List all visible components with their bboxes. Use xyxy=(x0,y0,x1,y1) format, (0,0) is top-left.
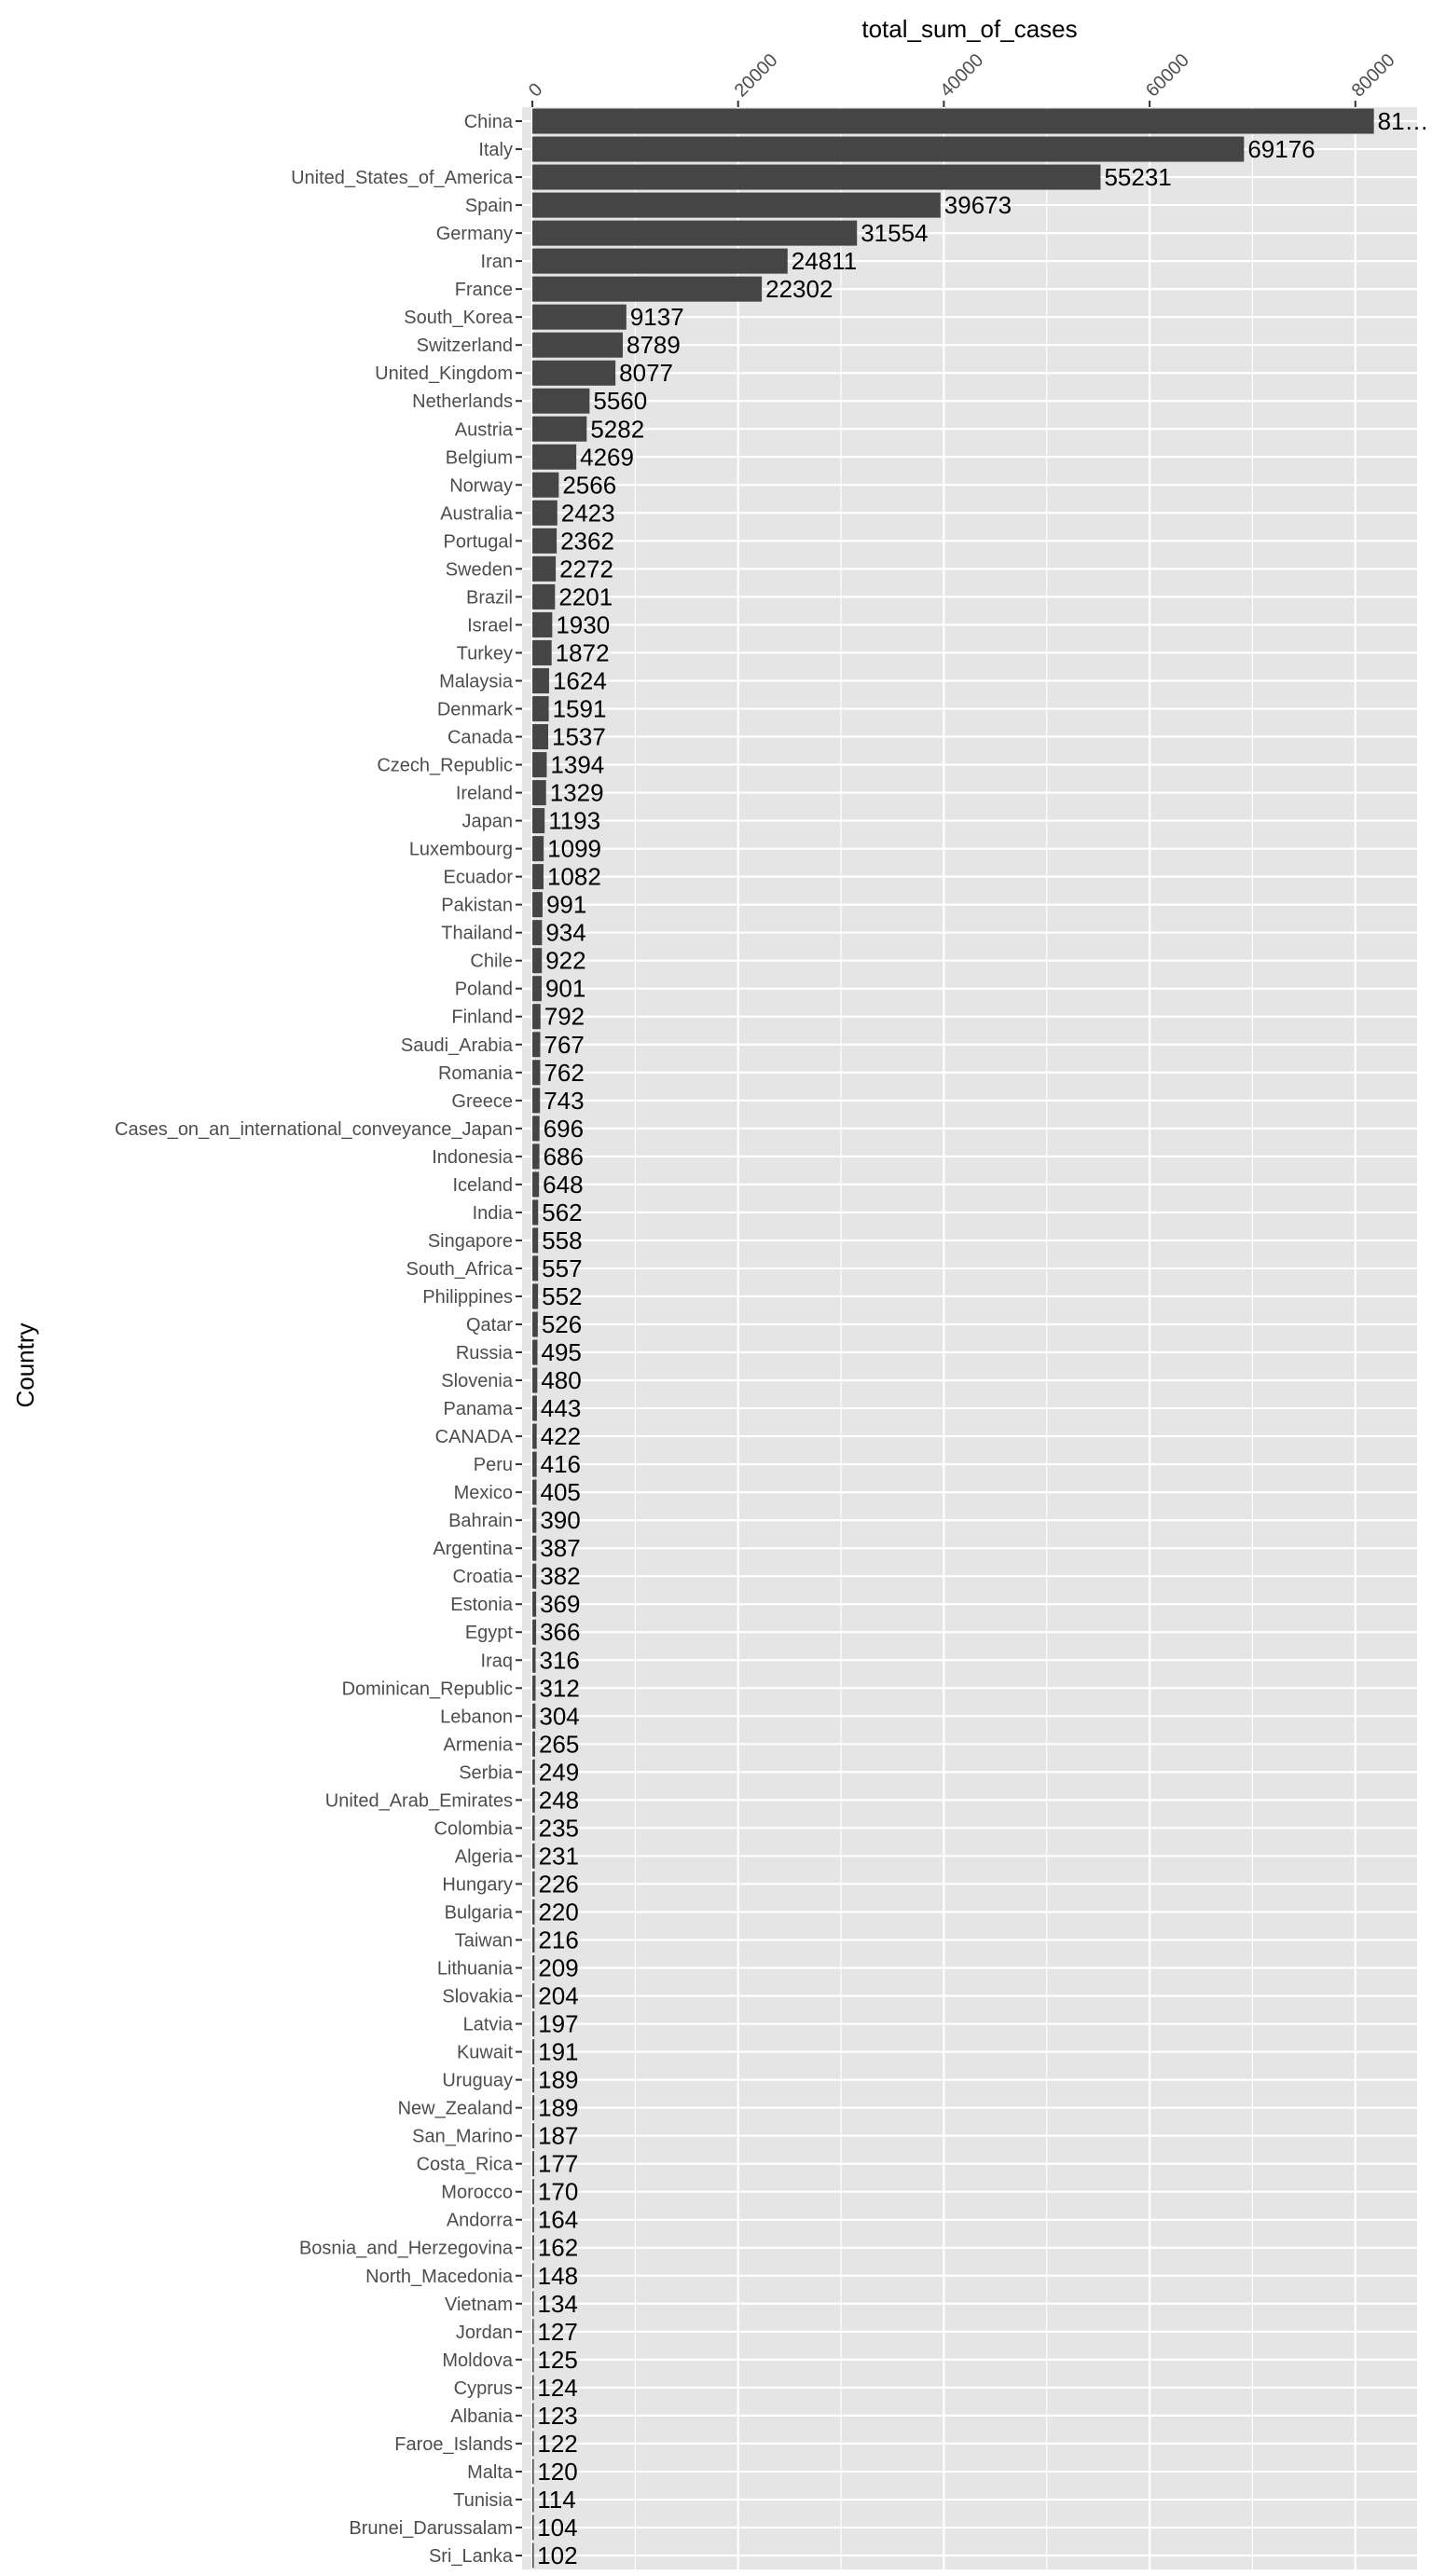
bar-andorra xyxy=(532,2207,534,2232)
y-tick-label: Poland xyxy=(454,979,513,1000)
bar-algeria xyxy=(532,1843,535,1869)
y-tick-label: Netherlands xyxy=(412,391,513,413)
data-label: 226 xyxy=(538,1870,579,1898)
bar-south_africa xyxy=(532,1255,538,1281)
bar-greece xyxy=(532,1088,540,1113)
y-tick-label: Czech_Republic xyxy=(377,755,513,776)
y-tick-label: Estonia xyxy=(450,1595,513,1616)
data-label: 422 xyxy=(540,1422,582,1451)
y-tick-label: Croatia xyxy=(452,1567,513,1588)
bar-norway xyxy=(532,473,558,498)
bar-singapore xyxy=(532,1227,538,1253)
y-tick-label: Belgium xyxy=(445,447,513,469)
data-label: 187 xyxy=(538,2121,579,2150)
data-label: 1394 xyxy=(550,750,605,779)
y-tick-label: Taiwan xyxy=(454,1930,513,1952)
y-tick-label: Brunei_Darussalam xyxy=(349,2517,513,2539)
bar-jordan xyxy=(532,2319,534,2344)
data-label: 9137 xyxy=(629,303,684,332)
data-label: 104 xyxy=(537,2513,578,2542)
data-label: 120 xyxy=(537,2457,578,2486)
data-label: 69176 xyxy=(1247,135,1315,164)
data-label: 24811 xyxy=(791,247,858,276)
data-label: 762 xyxy=(544,1058,585,1087)
y-tick-label: South_Korea xyxy=(404,308,513,329)
y-tick-label: Switzerland xyxy=(416,336,513,357)
bar-san_marino xyxy=(532,2123,534,2148)
y-tick-label: Malta xyxy=(467,2461,513,2483)
bar-australia xyxy=(532,500,558,526)
bar-kuwait xyxy=(532,2039,534,2064)
bar-pakistan xyxy=(532,892,543,917)
bar-iran xyxy=(532,249,788,274)
data-label: 686 xyxy=(543,1142,584,1171)
data-label: 1591 xyxy=(552,694,607,723)
bar-finland xyxy=(532,1004,541,1029)
bar-iceland xyxy=(532,1172,539,1197)
y-tick-label: Albania xyxy=(450,2405,513,2427)
y-tick-label: Singapore xyxy=(427,1230,513,1252)
data-label: 1193 xyxy=(548,806,601,835)
y-tick-label: Peru xyxy=(473,1455,513,1476)
y-tick-label: United_Arab_Emirates xyxy=(324,1790,513,1812)
data-label: 231 xyxy=(538,1842,579,1870)
y-tick-label: Lebanon xyxy=(440,1706,513,1728)
y-tick-label: Malaysia xyxy=(439,671,513,692)
y-tick-label: Saudi_Arabia xyxy=(400,1035,513,1056)
bar-latvia xyxy=(532,2011,534,2036)
bar-portugal xyxy=(532,528,557,554)
bar-serbia xyxy=(532,1760,535,1785)
y-tick-label: Jordan xyxy=(455,2322,513,2343)
data-label: 405 xyxy=(540,1478,581,1507)
bar-estonia xyxy=(532,1592,536,1617)
bar-united_states_of_america xyxy=(532,165,1100,190)
bar-bosnia_and_herzegovina xyxy=(532,2235,534,2260)
y-tick-label: Germany xyxy=(435,224,513,245)
y-tick-label: Latvia xyxy=(462,2014,513,2035)
data-label: 2272 xyxy=(559,555,613,583)
data-label: 189 xyxy=(538,2093,579,2122)
bar-switzerland xyxy=(532,333,623,358)
bar-colombia xyxy=(532,1816,535,1841)
data-label: 8789 xyxy=(626,331,681,360)
data-label: 123 xyxy=(537,2401,578,2430)
data-label: 148 xyxy=(537,2261,579,2290)
y-tick-label: Morocco xyxy=(441,2182,513,2203)
y-tick-label: Cyprus xyxy=(453,2377,513,2399)
bar-brazil xyxy=(532,584,555,610)
bar-saudi_arabia xyxy=(532,1032,540,1057)
y-tick-label: Portugal xyxy=(443,531,513,553)
data-label: 177 xyxy=(537,2149,579,2178)
bar-sri_lanka xyxy=(532,2542,534,2568)
y-tick-label: Spain xyxy=(464,196,513,217)
data-label: 248 xyxy=(538,1786,580,1815)
data-label: 5560 xyxy=(593,387,648,416)
y-tick-label: Brazil xyxy=(465,587,513,609)
data-label: 369 xyxy=(540,1590,581,1619)
bar-austria xyxy=(532,417,586,442)
y-tick-label: Luxembourg xyxy=(408,839,513,860)
data-label: 125 xyxy=(537,2345,578,2374)
data-label: 416 xyxy=(540,1450,582,1479)
bar-hungary xyxy=(532,1871,534,1897)
bar-philippines xyxy=(532,1283,538,1309)
bar-india xyxy=(532,1199,538,1225)
data-label: 1329 xyxy=(549,778,604,807)
y-tick-label: Russia xyxy=(455,1343,513,1364)
y-tick-label: France xyxy=(454,280,513,301)
data-label: 443 xyxy=(540,1394,582,1423)
y-tick-label: Lithuania xyxy=(436,1958,513,1980)
y-tick-label: Philippines xyxy=(422,1286,513,1308)
bar-czech_republic xyxy=(532,752,546,777)
y-tick-label: Egypt xyxy=(464,1623,513,1644)
bar-france xyxy=(532,277,762,302)
data-label: 1082 xyxy=(546,862,601,891)
bar-uruguay xyxy=(532,2067,534,2092)
bar-moldova xyxy=(532,2347,534,2372)
y-tick-label: Cases_on_an_international_conveyance_Japan xyxy=(115,1118,513,1140)
bar-thailand xyxy=(532,920,542,945)
bar-peru xyxy=(532,1452,537,1477)
bar-egypt xyxy=(532,1620,536,1645)
bar-faroe_islands xyxy=(532,2431,534,2456)
y-tick-label: Indonesia xyxy=(432,1146,513,1168)
bar-dominican_republic xyxy=(532,1676,535,1701)
plot-panel xyxy=(522,107,1417,2569)
data-label: 495 xyxy=(541,1338,582,1367)
data-label: 122 xyxy=(537,2429,578,2458)
bar-iraq xyxy=(532,1648,535,1673)
bar-taiwan xyxy=(532,1927,534,1953)
bar-united_arab_emirates xyxy=(532,1788,535,1813)
bar-belgium xyxy=(532,445,576,470)
data-label: 209 xyxy=(538,1953,579,1982)
data-label: 934 xyxy=(545,918,586,947)
data-label: 22302 xyxy=(765,275,833,304)
y-tick-label: Colombia xyxy=(434,1818,513,1840)
data-label: 124 xyxy=(537,2373,578,2402)
bar-new_zealand xyxy=(532,2095,534,2120)
data-label: 31554 xyxy=(861,219,929,248)
y-tick-label: Chile xyxy=(470,951,513,972)
data-label: 81… xyxy=(1377,107,1429,136)
bar-russia xyxy=(532,1340,537,1365)
data-label: 220 xyxy=(538,1898,579,1926)
data-label: 114 xyxy=(537,2485,576,2514)
data-label: 8077 xyxy=(619,359,674,388)
bar-cases_on_an_international_conveyance_japan xyxy=(532,1116,540,1141)
data-label: 480 xyxy=(541,1366,582,1395)
y-tick-label: Serbia xyxy=(459,1762,513,1784)
y-tick-label: Slovakia xyxy=(442,1986,513,2007)
y-tick-label: Bulgaria xyxy=(444,1902,513,1924)
data-label: 743 xyxy=(544,1086,585,1115)
data-label: 2362 xyxy=(560,527,614,555)
y-tick-label: Algeria xyxy=(454,1846,513,1868)
data-label: 557 xyxy=(542,1254,583,1282)
y-tick-label: Andorra xyxy=(446,2210,513,2231)
y-tick-label: Turkey xyxy=(456,643,513,665)
data-label: 5282 xyxy=(590,415,645,444)
y-tick-label: San_Marino xyxy=(412,2126,513,2147)
data-label: 164 xyxy=(537,2205,579,2234)
data-label: 696 xyxy=(543,1114,585,1143)
data-label: 901 xyxy=(544,974,586,1003)
data-label: 265 xyxy=(538,1730,580,1759)
y-tick-label: Iceland xyxy=(452,1174,513,1196)
y-tick-label: Pakistan xyxy=(441,895,513,916)
data-label: 316 xyxy=(539,1646,580,1675)
y-tick-label: Slovenia xyxy=(441,1371,513,1392)
y-tick-label: Australia xyxy=(440,503,513,525)
y-tick-label: Hungary xyxy=(442,1874,513,1896)
bar-albania xyxy=(532,2403,534,2428)
bar-netherlands xyxy=(532,389,589,414)
data-label: 249 xyxy=(538,1758,580,1787)
data-label: 39673 xyxy=(943,191,1012,220)
data-label: 1099 xyxy=(547,834,602,863)
data-label: 2201 xyxy=(558,582,613,611)
y-tick-label: Italy xyxy=(478,140,513,161)
bar-turkey xyxy=(532,640,552,665)
bar-qatar xyxy=(532,1311,538,1336)
y-tick-label: Argentina xyxy=(433,1539,513,1560)
y-tick-label: Armenia xyxy=(443,1734,513,1756)
y-tick-label: CANADA xyxy=(434,1427,513,1448)
bar-chile xyxy=(532,948,542,973)
x-axis-title: total_sum_of_cases xyxy=(861,15,1078,43)
bar-italy xyxy=(532,137,1244,162)
y-tick-label: Romania xyxy=(437,1062,513,1084)
y-tick-label: Tunisia xyxy=(453,2489,513,2511)
bar-vietnam xyxy=(532,2291,534,2316)
bar-lebanon xyxy=(532,1704,535,1729)
y-tick-label: United_States_of_America xyxy=(291,168,513,189)
y-tick-label: Panama xyxy=(443,1399,513,1420)
bar-slovenia xyxy=(532,1368,537,1393)
data-label: 552 xyxy=(542,1281,583,1310)
bar-canada xyxy=(532,1424,537,1449)
bar-denmark xyxy=(532,696,549,721)
data-label: 562 xyxy=(542,1198,583,1226)
bar-germany xyxy=(532,221,857,246)
data-label: 1930 xyxy=(556,610,611,639)
bar-mexico xyxy=(532,1480,536,1505)
data-label: 1624 xyxy=(552,666,607,695)
data-label: 558 xyxy=(542,1226,583,1254)
bar-spain xyxy=(532,193,941,218)
y-tick-label: Moldova xyxy=(442,2350,513,2371)
data-label: 235 xyxy=(538,1814,580,1843)
y-tick-label: South_Africa xyxy=(406,1258,513,1280)
x-axis xyxy=(525,50,1399,107)
x-tick-label: 40000 xyxy=(936,49,988,102)
data-label: 767 xyxy=(544,1030,585,1059)
data-label: 204 xyxy=(538,1981,579,2010)
data-label: 216 xyxy=(538,1925,579,1954)
bar-malta xyxy=(532,2459,534,2484)
data-label: 648 xyxy=(543,1170,584,1199)
bar-armenia xyxy=(532,1732,535,1757)
data-label: 304 xyxy=(539,1702,580,1731)
y-tick-label: Uruguay xyxy=(442,2070,513,2091)
y-tick-label: Sweden xyxy=(445,559,513,581)
data-label: 991 xyxy=(545,890,587,919)
bar-cyprus xyxy=(532,2375,534,2400)
bar-slovakia xyxy=(532,1983,534,2008)
y-axis xyxy=(115,112,522,2567)
bar-israel xyxy=(532,612,552,637)
bar-malaysia xyxy=(532,668,549,693)
y-tick-label: Bosnia_and_Herzegovina xyxy=(298,2238,513,2259)
y-tick-label: Bahrain xyxy=(448,1511,513,1532)
data-label: 2423 xyxy=(560,499,615,528)
y-tick-label: Ecuador xyxy=(443,867,513,888)
bar-china xyxy=(532,109,1374,134)
x-tick-label: 0 xyxy=(525,79,547,102)
data-label: 387 xyxy=(540,1534,581,1563)
bar-brunei_darussalam xyxy=(532,2514,534,2540)
bar-croatia xyxy=(532,1564,536,1589)
y-tick-label: China xyxy=(463,112,513,133)
data-label: 390 xyxy=(540,1506,581,1535)
data-label: 792 xyxy=(544,1002,585,1031)
y-tick-label: Greece xyxy=(451,1090,513,1112)
bar-costa_rica xyxy=(532,2151,534,2176)
bar-united_kingdom xyxy=(532,361,615,386)
y-tick-label: Norway xyxy=(449,475,513,497)
x-tick-label: 60000 xyxy=(1142,49,1193,102)
y-tick-label: Mexico xyxy=(453,1483,513,1504)
bar-bahrain xyxy=(532,1508,536,1533)
bar-romania xyxy=(532,1060,540,1085)
y-tick-label: Sri_Lanka xyxy=(428,2545,513,2567)
y-tick-label: Kuwait xyxy=(456,2042,513,2063)
bar-north_macedonia xyxy=(532,2263,534,2288)
y-tick-label: United_Kingdom xyxy=(375,363,513,385)
bar-luxembourg xyxy=(532,836,544,861)
y-tick-label: Iraq xyxy=(480,1651,513,1672)
bar-tunisia xyxy=(532,2487,534,2512)
y-tick-label: Israel xyxy=(467,615,513,637)
data-label: 382 xyxy=(540,1562,581,1591)
data-label: 134 xyxy=(537,2289,578,2318)
y-tick-label: Vietnam xyxy=(444,2294,513,2315)
data-label: 170 xyxy=(537,2177,579,2206)
data-label: 55231 xyxy=(1104,163,1172,192)
y-tick-label: Iran xyxy=(480,252,513,273)
data-label: 127 xyxy=(537,2317,578,2346)
bar-japan xyxy=(532,808,544,833)
data-label: 312 xyxy=(539,1674,580,1703)
bar-morocco xyxy=(532,2179,534,2204)
bar-poland xyxy=(532,976,542,1001)
y-tick-label: Canada xyxy=(447,727,513,748)
y-tick-label: Austria xyxy=(454,419,513,441)
data-label: 1537 xyxy=(551,722,606,751)
y-tick-label: Dominican_Republic xyxy=(341,1679,513,1700)
data-label: 4269 xyxy=(580,443,634,472)
data-label: 922 xyxy=(545,946,586,975)
x-tick-label: 80000 xyxy=(1347,49,1399,102)
data-label: 102 xyxy=(537,2541,578,2569)
x-tick-label: 20000 xyxy=(730,49,782,102)
y-tick-label: Faroe_Islands xyxy=(394,2433,513,2455)
y-tick-label: Qatar xyxy=(465,1314,513,1336)
bar-south_korea xyxy=(532,305,626,330)
bar-argentina xyxy=(532,1536,536,1561)
y-tick-label: India xyxy=(472,1202,513,1224)
bar-ireland xyxy=(532,780,546,805)
y-tick-label: Finland xyxy=(451,1007,513,1028)
data-label: 526 xyxy=(541,1309,583,1338)
data-label: 366 xyxy=(540,1618,581,1647)
y-tick-label: Denmark xyxy=(436,699,513,720)
y-tick-label: New_Zealand xyxy=(397,2098,513,2119)
bar-sweden xyxy=(532,556,556,582)
data-label: 191 xyxy=(538,2037,579,2066)
y-axis-title: Country xyxy=(11,1322,39,1408)
bar-canada xyxy=(532,724,548,749)
data-label: 2566 xyxy=(562,471,617,500)
y-tick-label: North_Macedonia xyxy=(365,2266,513,2287)
bar-panama xyxy=(532,1396,537,1421)
y-tick-label: Costa_Rica xyxy=(416,2154,513,2175)
y-tick-label: Ireland xyxy=(455,783,513,804)
bar-ecuador xyxy=(532,864,544,889)
bar-lithuania xyxy=(532,1955,534,1980)
data-label: 197 xyxy=(538,2009,579,2038)
y-tick-label: Thailand xyxy=(441,923,513,944)
bar-bulgaria xyxy=(532,1899,534,1925)
data-label: 1872 xyxy=(555,638,610,667)
y-tick-label: Japan xyxy=(461,811,513,832)
data-label: 189 xyxy=(538,2065,579,2094)
bar-indonesia xyxy=(532,1144,540,1169)
data-label: 162 xyxy=(537,2233,579,2262)
